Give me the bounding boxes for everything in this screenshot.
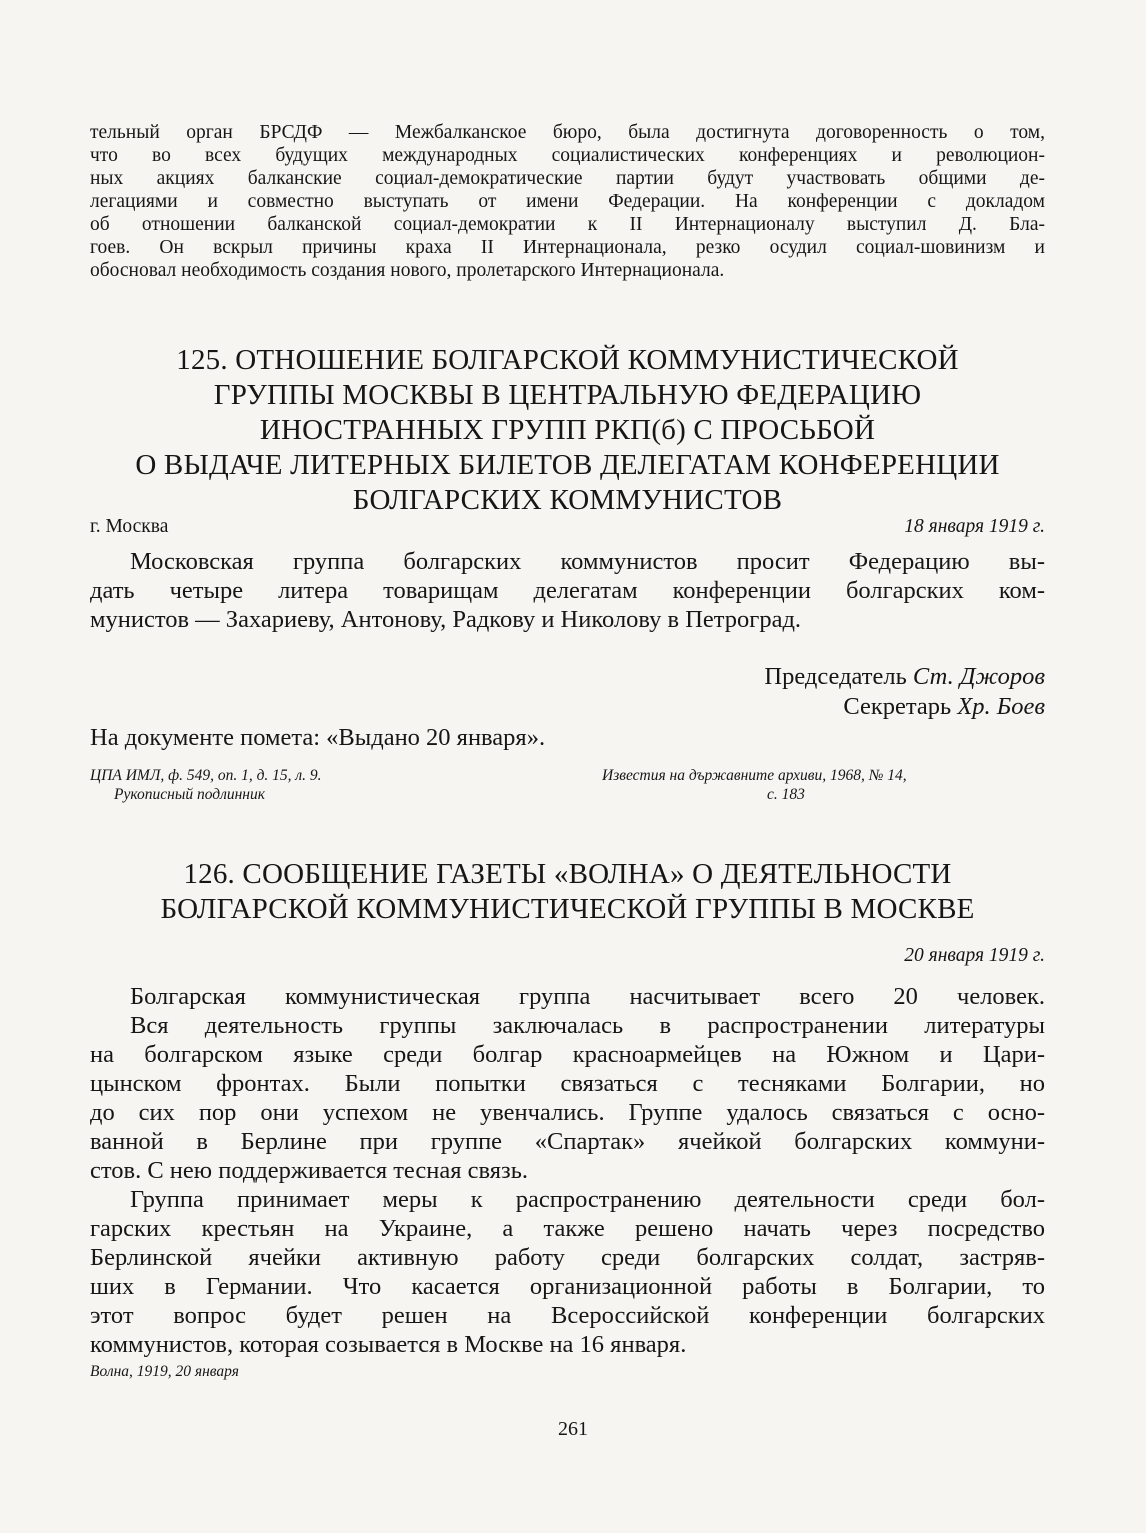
secretary-role: Секретарь [843, 693, 952, 720]
text-line: цынском фронтах. Были попытки связаться с тесняками Болгарии, но [90, 1070, 1045, 1097]
text-line: тельный орган БРСДФ — Межбалканское бюро, была достигнута договоренность о том, [90, 122, 1045, 143]
source-left-line: ЦПА ИМЛ, ф. 549, оп. 1, д. 15, л. 9. [90, 767, 322, 784]
doc125-note: На документе помета: «Выдано 20 января». [90, 724, 546, 751]
source-left [90, 766, 322, 804]
text-line: до сих пор они успехом не увенчались. Группе удалось связаться с осно- [90, 1099, 1045, 1126]
text-line: гарских крестьян на Украине, а также решено начать через посредство [90, 1215, 1045, 1242]
text-line: Группа принимает меры к распространению деятельности среди бол- [130, 1186, 1045, 1213]
text-line: легациями и совместно выступать от имени Федерации. На конференции с докладом [90, 191, 1045, 212]
heading-line: ИНОСТРАННЫХ ГРУПП РКП(б) С ПРОСЬБОЙ [259, 414, 876, 446]
text-line: ванной в Берлине при группе «Спартак» ячейкой болгарских коммуни- [90, 1128, 1045, 1155]
source-left-line: Рукописный подлинник [114, 786, 265, 803]
doc126-paragraph-2 [90, 1185, 1045, 1359]
source-right-line: с. 183 [767, 786, 805, 803]
text-line: коммунистов, которая созывается в Москве на 16 января. [90, 1331, 687, 1358]
doc125-signatures [90, 663, 1045, 723]
heading-line: БОЛГАРСКОЙ КОММУНИСТИЧЕСКОЙ ГРУППЫ В МОСКВЕ [160, 893, 975, 925]
intro-paragraph [90, 121, 1045, 282]
doc125-dateline [90, 516, 1045, 542]
heading-line: ГРУППЫ МОСКВЫ В ЦЕНТРАЛЬНУЮ ФЕДЕРАЦИЮ [213, 379, 922, 411]
secretary-name: Хр. Боев [957, 693, 1045, 720]
heading-line: О ВЫДАЧЕ ЛИТЕРНЫХ БИЛЕТОВ ДЕЛЕГАТАМ КОНФЕРЕНЦИИ [135, 449, 1000, 481]
doc126-date: 20 января 1919 г. [904, 945, 1045, 966]
secretary-signature [843, 693, 1045, 721]
text-line: этот вопрос будет решен на Всероссийской конференции болгарских [90, 1302, 1045, 1329]
heading-line: БОЛГАРСКИХ КОММУНИСТОВ [352, 484, 783, 516]
text-line: что во всех будущих международных социалистических конференциях и революцион- [90, 145, 1045, 166]
source-right [602, 766, 1045, 804]
source-right-line: Известия на държавните архиви, 1968, № 14, [602, 767, 907, 784]
chair-name: Ст. Джоров [912, 663, 1045, 690]
doc126-source: Волна, 1919, 20 января [90, 1363, 239, 1380]
text-line: Вся деятельность группы заключалась в распространении литературы [130, 1012, 1045, 1039]
text-line: ных акциях балканские социал-демократические партии будут участвовать общими де- [90, 168, 1045, 189]
doc125-body-cont [90, 576, 1045, 634]
text-line: Болгарская коммунистическая группа насчитывает всего 20 человек. [130, 983, 1045, 1010]
heading-line: 125. ОТНОШЕНИЕ БОЛГАРСКОЙ КОММУНИСТИЧЕСКОЙ [176, 344, 959, 376]
text-line: обосновал необходимость создания нового, пролетарского Интернационала. [90, 260, 725, 281]
doc126-paragraph-1 [90, 982, 1045, 1185]
chair-signature [764, 663, 1045, 691]
chair-role: Председатель [764, 663, 907, 690]
doc125-date: 18 января 1919 г. [904, 516, 1045, 537]
doc125-heading [90, 343, 1045, 518]
text-line: дать четыре литера товарищам делегатам конференции болгарских ком- [90, 577, 1045, 604]
page-number: 261 [558, 1418, 588, 1440]
text-line: стов. С нею поддерживается тесная связь. [90, 1157, 529, 1184]
heading-line: 126. СООБЩЕНИЕ ГАЗЕТЫ «ВОЛНА» О ДЕЯТЕЛЬНОСТИ [183, 858, 952, 890]
text-line: ших в Германии. Что касается организационной работы в Болгарии, то [90, 1273, 1045, 1300]
text-line: Берлинской ячейки активную работу среди болгарских солдат, застряв- [90, 1244, 1045, 1271]
text-line: Московская группа болгарских коммунистов просит Федерацию вы- [130, 548, 1045, 575]
text-line: на болгарском языке среди болгар красноармейцев на Южном и Цари- [90, 1041, 1045, 1068]
doc126-heading [90, 857, 1045, 927]
text-line: мунистов — Захариеву, Антонову, Радкову и Николову в Петроград. [90, 606, 802, 633]
doc126-dateline [90, 945, 1045, 971]
doc125-body [90, 547, 1045, 576]
text-line: гоев. Он вскрыл причины краха II Интернационала, резко осудил социал-шовинизм и [90, 237, 1045, 258]
text-line: об отношении балканской социал-демократии к II Интернационалу выступил Д. Бла- [90, 214, 1045, 235]
doc125-sources [90, 766, 1045, 806]
doc125-place: г. Москва [90, 516, 169, 537]
